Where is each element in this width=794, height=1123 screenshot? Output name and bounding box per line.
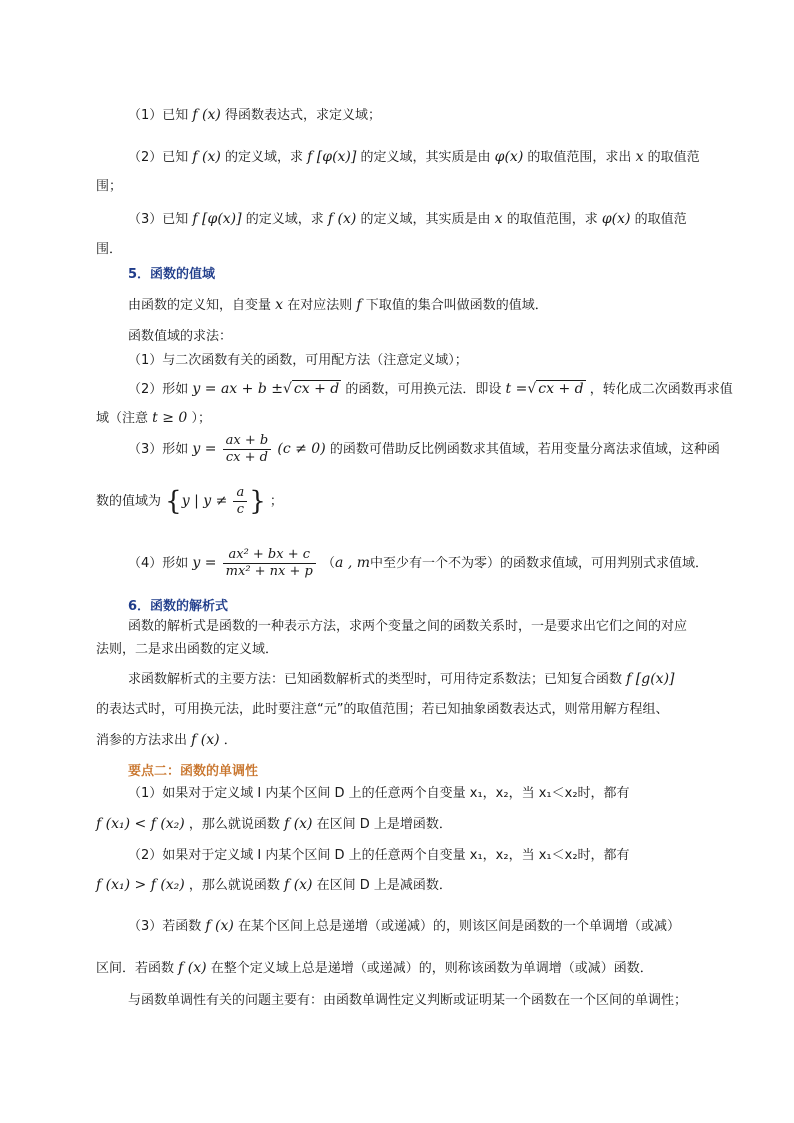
text-span: （1）已知 bbox=[128, 108, 189, 123]
math-expression: f [φ(x)] bbox=[307, 149, 357, 165]
math-expression: f (x) bbox=[191, 732, 220, 748]
text-span: 的定义域，其实质是由 bbox=[360, 150, 491, 165]
text-line bbox=[128, 296, 548, 315]
text-line: 法则，二是求出函数的定义域． bbox=[96, 642, 279, 657]
text-span: ，那么就说函数 bbox=[188, 817, 280, 832]
text-span: 在整个定义域上总是递增（或递减）的，则称该函数为单调增（或减）函数． bbox=[210, 961, 653, 976]
text-span: 的定义域，求 bbox=[225, 150, 304, 165]
text-span: 求函数解析式的主要方法：已知函数解析式的类型时，可用待定系数法；已知复合函数 bbox=[128, 672, 623, 687]
text-span: 在对应法则 bbox=[287, 298, 353, 313]
fraction-numerator: a bbox=[233, 485, 247, 502]
radicand: cx + d bbox=[538, 381, 584, 397]
math-expression: f (x) bbox=[284, 816, 313, 832]
text-line: （2）如果对于定义域 I 内某个区间 D 上的任意两个自变量 x₁，x₂，当 x₁＜x₂时，都有 bbox=[128, 848, 630, 863]
section-heading: 6．函数的解析式 bbox=[128, 599, 229, 614]
radical-sign: √ bbox=[527, 381, 537, 397]
text-span: 在区间 D 上是减函数． bbox=[316, 878, 452, 893]
text-span: ，那么就说函数 bbox=[188, 878, 280, 893]
text-line: 的表达式时，可用换元法，此时要注意“元”的取值范围；若已知抽象函数表达式，则常用解方程组、 bbox=[96, 702, 669, 717]
math-expression: x bbox=[494, 211, 503, 227]
text-line bbox=[128, 670, 675, 689]
math-expression: f (x) bbox=[178, 960, 207, 976]
text-span: 下取值的集合叫做函数的值域． bbox=[365, 298, 548, 313]
fraction-denominator: c bbox=[236, 502, 244, 517]
fraction bbox=[223, 547, 316, 580]
text-span: 的函数可借助反比例函数求其值域，若用变量分离法求值域，这种函 bbox=[329, 442, 720, 457]
text-span: 中至少有一个不为零）的函数求值域，可用判别式求值域． bbox=[370, 556, 709, 571]
text-line: 与函数单调性有关的问题主要有：由函数单调性定义判断或证明某一个函数在一个区间的单调性； bbox=[128, 993, 688, 1008]
math-expression: y | y ≠ bbox=[181, 493, 228, 509]
math-expression: φ(x) bbox=[494, 149, 524, 165]
text-line bbox=[96, 815, 452, 834]
right-brace: } bbox=[249, 486, 266, 517]
math-expression: (c ≠ 0) bbox=[277, 441, 326, 457]
text-line bbox=[96, 409, 211, 428]
fraction-denominator: cx + d bbox=[225, 450, 268, 465]
text-span: ，转化成二次函数再求值 bbox=[589, 382, 733, 397]
radical-sign: √ bbox=[282, 381, 292, 397]
text-span: 的定义域，求 bbox=[245, 212, 324, 227]
text-span: 的取值范围，求 bbox=[506, 212, 598, 227]
fraction bbox=[223, 433, 272, 466]
math-expression: x bbox=[635, 149, 644, 165]
text-span: （2）形如 bbox=[128, 382, 189, 397]
text-line bbox=[96, 484, 283, 519]
text-span: （3）已知 bbox=[128, 212, 189, 227]
math-expression: f (x) bbox=[327, 211, 357, 227]
text-line bbox=[96, 959, 653, 978]
math-expression: y = bbox=[192, 441, 217, 457]
math-expression: y = ax + b ± bbox=[192, 381, 283, 397]
math-expression: y = bbox=[192, 555, 217, 571]
text-span: 由函数的定义知，自变量 bbox=[128, 298, 272, 313]
math-expression: t = bbox=[505, 381, 528, 397]
text-span: 的取值范围，求出 bbox=[527, 150, 632, 165]
math-expression: f (x₁) > f (x₂) bbox=[96, 877, 185, 893]
text-span: 得函数表达式，求定义域； bbox=[225, 108, 382, 123]
text-line bbox=[128, 148, 700, 167]
text-span: 域（注意 bbox=[96, 411, 149, 426]
text-span: 在某个区间上总是递增（或递减）的，则该区间是函数的一个单调增（或减） bbox=[238, 919, 681, 934]
text-line bbox=[128, 210, 687, 229]
text-line bbox=[128, 546, 708, 581]
fraction-numerator: ax² + bx + c bbox=[223, 547, 316, 564]
text-span: （4）形如 bbox=[128, 556, 189, 571]
text-line bbox=[128, 917, 680, 936]
text-span: 数的值域为 bbox=[96, 494, 162, 509]
math-expression: φ(x) bbox=[601, 211, 631, 227]
text-span: （2）已知 bbox=[128, 150, 189, 165]
text-span: 在区间 D 上是增函数． bbox=[316, 817, 452, 832]
math-expression: f bbox=[356, 297, 362, 313]
text-span: ； bbox=[269, 494, 283, 509]
math-expression: a , m bbox=[335, 555, 371, 571]
text-span: 的取值范 bbox=[647, 150, 700, 165]
text-span: 的取值范 bbox=[634, 212, 687, 227]
text-line: 围． bbox=[96, 242, 123, 257]
text-span: 的函数，可用换元法．即设 bbox=[345, 382, 502, 397]
math-expression: t ≥ 0 bbox=[152, 410, 188, 426]
math-expression: f (x₁) < f (x₂) bbox=[96, 816, 185, 832]
text-line bbox=[96, 731, 237, 750]
math-expression: f (x) bbox=[205, 918, 234, 934]
section-heading: 要点二：函数的单调性 bbox=[128, 764, 259, 779]
text-span: 的定义域，其实质是由 bbox=[360, 212, 491, 227]
text-line bbox=[128, 380, 733, 399]
math-expression: f (x) bbox=[192, 149, 221, 165]
radicand: cx + d bbox=[293, 381, 340, 397]
text-line bbox=[128, 106, 381, 125]
text-line bbox=[128, 432, 720, 467]
math-expression: x bbox=[275, 297, 284, 313]
math-expression: f (x) bbox=[192, 107, 221, 123]
text-line: 函数的解析式是函数的一种表示方法，求两个变量之间的函数关系时，一是要求出它们之间的对应 bbox=[128, 619, 688, 634]
text-span: ）； bbox=[191, 411, 211, 426]
text-span: ． bbox=[223, 733, 237, 748]
text-line bbox=[96, 876, 452, 895]
text-line: （1）与二次函数有关的函数，可用配方法（注意定义域）； bbox=[128, 353, 468, 368]
left-brace: { bbox=[165, 486, 182, 517]
text-span: 消参的方法求出 bbox=[96, 733, 188, 748]
fraction bbox=[233, 485, 247, 518]
fraction-denominator: mx² + nx + p bbox=[225, 564, 313, 579]
text-line: 函数值域的求法： bbox=[128, 329, 233, 344]
section-heading: 5．函数的值域 bbox=[128, 267, 216, 282]
text-span: （3）形如 bbox=[128, 442, 189, 457]
text-span: 区间．若函数 bbox=[96, 961, 175, 976]
text-line: 围； bbox=[96, 179, 123, 194]
math-expression: f (x) bbox=[284, 877, 313, 893]
text-span: （3）若函数 bbox=[128, 919, 202, 934]
math-expression: f [g(x)] bbox=[626, 671, 675, 687]
math-expression: f [φ(x)] bbox=[192, 211, 242, 227]
fraction-numerator: ax + b bbox=[223, 433, 272, 450]
text-line: （1）如果对于定义域 I 内某个区间 D 上的任意两个自变量 x₁，x₂，当 x₁＜x₂时，都有 bbox=[128, 786, 630, 801]
text-span: （ bbox=[322, 556, 336, 571]
